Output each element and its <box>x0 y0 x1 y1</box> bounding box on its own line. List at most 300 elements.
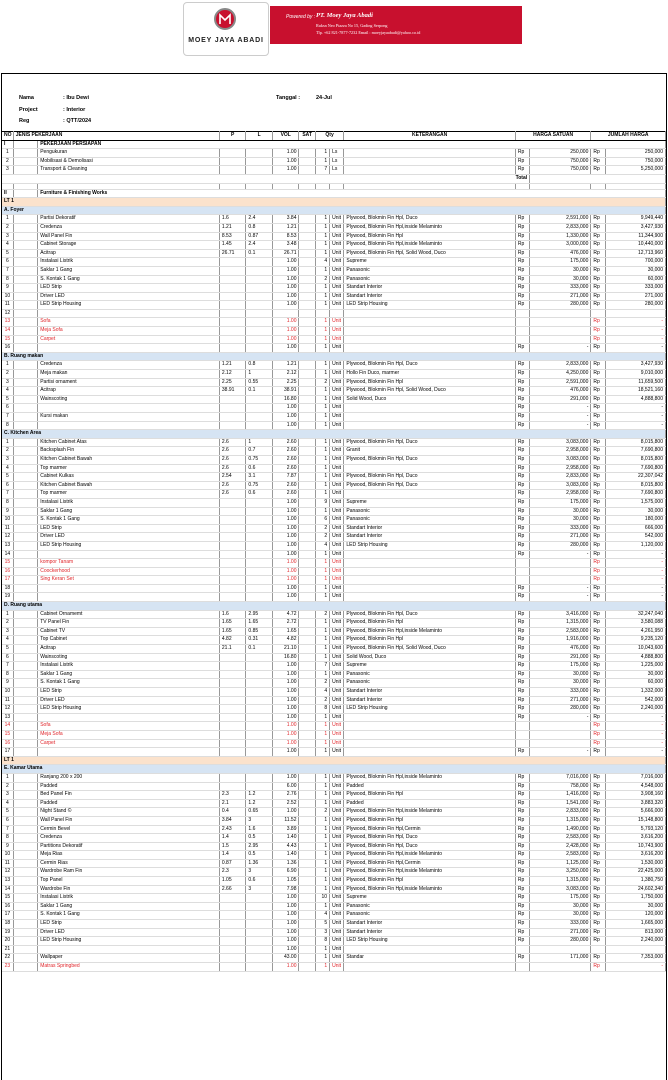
table-cell <box>13 730 37 739</box>
table-cell <box>219 309 246 318</box>
table-cell: Rp <box>515 455 529 464</box>
table-cell: 11 <box>2 301 13 310</box>
table-cell <box>219 584 246 593</box>
table-cell <box>246 748 273 757</box>
table-cell <box>13 507 37 516</box>
table-cell: 1.21 <box>219 361 246 370</box>
table-cell: 0.65 <box>246 808 273 817</box>
table-cell: Transport & Cleaning <box>38 166 220 175</box>
table-cell: Unit <box>330 266 344 275</box>
table-cell <box>246 266 273 275</box>
table-cell: 1 <box>315 481 329 490</box>
table-row <box>2 284 666 293</box>
table-cell: Cabinet Kulkas <box>38 473 220 482</box>
table-cell: 1 <box>315 550 329 559</box>
table-cell: Credenza <box>38 223 220 232</box>
table-cell: 5 <box>2 808 13 817</box>
table-row <box>2 361 666 370</box>
table-cell: Rp <box>515 808 529 817</box>
table-cell: Unit <box>330 567 344 576</box>
table-cell <box>344 593 515 602</box>
table-cell: - <box>605 730 665 739</box>
table-cell <box>13 688 37 697</box>
table-cell: 23 <box>2 963 13 972</box>
table-cell <box>13 619 37 628</box>
table-cell: 1,575,000 <box>605 498 665 507</box>
table-cell: 1 <box>315 464 329 473</box>
table-cell: 1 <box>315 627 329 636</box>
table-cell <box>13 662 37 671</box>
table-cell: Plywood, Blokmin Fin Hpl, Solid Wood, Duco <box>344 387 515 396</box>
table-cell <box>13 292 37 301</box>
table-cell <box>299 166 315 175</box>
table-cell <box>330 309 344 318</box>
table-cell: 7,016,000 <box>530 773 591 782</box>
table-cell: 5,793,120 <box>605 825 665 834</box>
table-cell: Rp <box>515 851 529 860</box>
table-cell <box>299 834 315 843</box>
table-cell: 6 <box>315 516 329 525</box>
table-cell <box>344 309 515 318</box>
table-cell <box>299 782 315 791</box>
table-cell <box>299 438 315 447</box>
table-cell: Rp <box>515 249 529 258</box>
table-cell: 3,616,200 <box>605 834 665 843</box>
table-cell: Rp <box>591 610 605 619</box>
table-cell <box>13 370 37 379</box>
table-cell: Rp <box>591 292 605 301</box>
table-cell: 3,427,930 <box>605 223 665 232</box>
table-cell: TV Panel Fin <box>38 619 220 628</box>
table-cell: 10,743,900 <box>605 842 665 851</box>
table-cell <box>344 157 515 166</box>
table-cell: S. Kontak 1 Gang <box>38 275 220 284</box>
table-cell: Unit <box>330 438 344 447</box>
table-cell: Plywood, Blokmin Fin Hpl, Duco <box>344 361 515 370</box>
table-cell: Instalasi Listrik <box>38 498 220 507</box>
table-cell: Rp <box>591 370 605 379</box>
table-cell: Padded <box>344 799 515 808</box>
table-cell: 700,000 <box>605 258 665 267</box>
table-cell <box>246 945 273 954</box>
table-cell: 4,261,950 <box>605 627 665 636</box>
table-cell: LED Strip Housing <box>344 541 515 550</box>
table-cell: Meja makan <box>38 370 220 379</box>
table-cell: Driver LED <box>38 928 220 937</box>
table-cell: Rp <box>591 653 605 662</box>
table-cell <box>344 559 515 568</box>
table-cell: Plywood, Blokmin Fin Hpl, Duco <box>344 455 515 464</box>
table-cell: 16.80 <box>272 653 299 662</box>
table-cell: Rp <box>515 232 529 241</box>
table-cell <box>13 284 37 293</box>
section-row <box>2 206 666 215</box>
table-cell: Unit <box>330 593 344 602</box>
table-cell: 10,043,600 <box>605 645 665 654</box>
table-cell: 1 <box>315 232 329 241</box>
table-cell <box>13 670 37 679</box>
table-row <box>2 490 666 499</box>
table-cell: 0.4 <box>219 808 246 817</box>
table-cell: Kitchen Cabinet Bawah <box>38 455 220 464</box>
table-cell: Rp <box>515 696 529 705</box>
table-cell: Unit <box>330 361 344 370</box>
table-cell <box>13 911 37 920</box>
table-cell: 18 <box>2 920 13 929</box>
table-row <box>2 516 666 525</box>
table-cell: Unit <box>330 842 344 851</box>
table-cell: Plywood, Blokmin Fin Hpl,Cermin <box>344 859 515 868</box>
table-cell: Unit <box>330 945 344 954</box>
table-cell: 1.40 <box>272 851 299 860</box>
table-cell: Plywood, Blokmin Fin Hpl, Duco <box>344 473 515 482</box>
table-cell <box>344 713 515 722</box>
table-cell: Rp <box>515 473 529 482</box>
company-logo <box>183 2 269 56</box>
table-cell: Unit <box>330 825 344 834</box>
table-cell: 13 <box>2 541 13 550</box>
table-cell <box>246 705 273 714</box>
table-row <box>2 670 666 679</box>
table-cell: 30,000 <box>605 902 665 911</box>
table-cell <box>591 945 605 954</box>
table-row <box>2 473 666 482</box>
table-cell <box>299 627 315 636</box>
table-cell: Unit <box>330 920 344 929</box>
table-cell: 2.52 <box>272 799 299 808</box>
table-cell <box>299 902 315 911</box>
table-cell: 1 <box>2 361 13 370</box>
table-cell: Unit <box>330 859 344 868</box>
table-cell <box>219 301 246 310</box>
table-cell: Solid Wood, Duco <box>344 395 515 404</box>
table-cell: 1.21 <box>219 223 246 232</box>
table-cell <box>219 395 246 404</box>
table-row <box>2 911 666 920</box>
table-cell <box>299 292 315 301</box>
table-cell: 2,833,000 <box>530 223 591 232</box>
table-cell: 3 <box>315 928 329 937</box>
table-cell: Standart Interior <box>344 928 515 937</box>
table-cell: Rp <box>515 593 529 602</box>
table-cell: 7 <box>315 166 329 175</box>
table-cell: 2.12 <box>272 370 299 379</box>
table-cell <box>219 567 246 576</box>
table-cell: Unit <box>330 670 344 679</box>
table-cell: 1 <box>315 713 329 722</box>
table-cell: 19 <box>2 593 13 602</box>
table-cell: Unit <box>330 834 344 843</box>
table-cell <box>13 498 37 507</box>
table-cell <box>246 421 273 430</box>
table-cell: 3,000,000 <box>530 241 591 250</box>
table-cell: 1 <box>315 301 329 310</box>
table-cell: 280,000 <box>530 301 591 310</box>
table-row <box>2 576 666 585</box>
tanggal-label: Tanggal : <box>276 95 301 101</box>
table-row <box>2 963 666 972</box>
table-cell: 1 <box>315 851 329 860</box>
table-cell <box>13 301 37 310</box>
table-cell <box>219 748 246 757</box>
table-cell: 175,000 <box>530 894 591 903</box>
table-cell: 19 <box>2 928 13 937</box>
company-banner <box>270 6 522 44</box>
table-cell <box>13 473 37 482</box>
table-cell: Rp <box>591 166 605 175</box>
table-cell: Unit <box>330 816 344 825</box>
table-cell: 2,428,000 <box>530 842 591 851</box>
table-cell: 1.2 <box>246 791 273 800</box>
table-cell: 175,000 <box>530 662 591 671</box>
table-cell: Rp <box>515 748 529 757</box>
table-cell: Rp <box>591 275 605 284</box>
table-cell: Rp <box>515 275 529 284</box>
table-cell <box>219 688 246 697</box>
table-cell: 3 <box>2 627 13 636</box>
table-cell: Rp <box>591 516 605 525</box>
table-cell <box>299 421 315 430</box>
table-cell <box>344 567 515 576</box>
table-cell <box>246 902 273 911</box>
table-cell <box>605 945 665 954</box>
table-cell <box>219 541 246 550</box>
table-cell: 3.1 <box>246 473 273 482</box>
table-cell <box>299 223 315 232</box>
table-row <box>2 593 666 602</box>
table-cell: Rp <box>591 455 605 464</box>
table-cell: 333,000 <box>530 688 591 697</box>
table-cell: 2,591,000 <box>530 215 591 224</box>
table-cell: Rp <box>515 877 529 886</box>
table-cell: Rp <box>515 157 529 166</box>
table-cell: Unit <box>330 327 344 336</box>
table-cell: Rp <box>591 524 605 533</box>
table-cell: S. Kontak 1 Gang <box>38 911 220 920</box>
table-cell: Rp <box>515 920 529 929</box>
table-cell: LED Strip Housing <box>344 301 515 310</box>
table-cell: Kursi makan <box>38 413 220 422</box>
table-row <box>2 498 666 507</box>
table-cell <box>219 275 246 284</box>
table-cell: Rp <box>591 730 605 739</box>
table-cell <box>13 834 37 843</box>
table-cell: 5,250,000 <box>605 166 665 175</box>
table-cell: 13 <box>2 318 13 327</box>
table-row <box>2 834 666 843</box>
table-cell: 3 <box>246 816 273 825</box>
table-cell: 1 <box>315 318 329 327</box>
table-cell: 542,000 <box>605 696 665 705</box>
table-cell: Driver LED <box>38 292 220 301</box>
table-cell: Unit <box>330 645 344 654</box>
table-cell: 1.00 <box>272 157 299 166</box>
table-cell <box>299 722 315 731</box>
table-cell <box>530 327 591 336</box>
table-cell: 8 <box>2 498 13 507</box>
table-cell: 0.75 <box>246 455 273 464</box>
table-cell: Plywood, Blokmin Fin Hpl,inside Melaminto <box>344 223 515 232</box>
table-cell: 1 <box>315 370 329 379</box>
table-row <box>2 859 666 868</box>
table-cell: 2 <box>315 524 329 533</box>
table-cell: 11,344,900 <box>605 232 665 241</box>
logo-text: MOEY JAYA ABADI <box>188 37 264 44</box>
table-cell: 1.00 <box>272 318 299 327</box>
table-cell: 542,000 <box>605 533 665 542</box>
table-cell: 2.25 <box>219 378 246 387</box>
table-row <box>2 395 666 404</box>
table-cell: 2.60 <box>272 438 299 447</box>
table-cell: 9 <box>2 284 13 293</box>
table-cell: Plywood, Blokmin Fin Hpl, Duco <box>344 610 515 619</box>
table-cell: Matras Springbed <box>38 963 220 972</box>
table-cell: 1.36 <box>246 859 273 868</box>
table-cell: Unit <box>330 447 344 456</box>
table-cell: 2.66 <box>219 885 246 894</box>
col-jenis-pekerjaan: JENIS PEKERJAAN <box>13 132 219 141</box>
table-cell: 1,332,000 <box>605 688 665 697</box>
table-cell: S. Kontak 1 Gang <box>38 679 220 688</box>
table-cell: 1.00 <box>272 584 299 593</box>
table-cell <box>246 284 273 293</box>
table-cell <box>246 498 273 507</box>
table-cell: Rp <box>591 327 605 336</box>
table-cell: Rp <box>591 688 605 697</box>
table-cell <box>246 318 273 327</box>
table-cell: Rp <box>591 258 605 267</box>
table-cell <box>246 584 273 593</box>
col-no: NO <box>2 132 13 141</box>
table-cell: 3,908,160 <box>605 791 665 800</box>
table-cell: 1.4 <box>219 851 246 860</box>
table-cell: 4.72 <box>272 610 299 619</box>
table-cell <box>246 963 273 972</box>
table-cell <box>219 550 246 559</box>
table-cell: 8 <box>2 275 13 284</box>
table-cell <box>299 370 315 379</box>
table-cell: Unit <box>330 335 344 344</box>
table-cell: - <box>530 404 591 413</box>
table-cell: 30,000 <box>530 266 591 275</box>
table-cell <box>13 166 37 175</box>
table-cell <box>344 730 515 739</box>
table-row <box>2 507 666 516</box>
table-cell: 8 <box>2 834 13 843</box>
table-cell: 476,000 <box>530 387 591 396</box>
table-cell: Unit <box>330 963 344 972</box>
table-cell: Unit <box>330 413 344 422</box>
table-cell: 9,010,000 <box>605 370 665 379</box>
table-cell: 3,250,000 <box>530 868 591 877</box>
table-cell: Unit <box>330 808 344 817</box>
table-cell: Rp <box>515 438 529 447</box>
table-cell: Wallpaper <box>38 954 220 963</box>
table-cell: 1.00 <box>272 541 299 550</box>
table-cell <box>299 705 315 714</box>
table-cell: kompor Tanam <box>38 559 220 568</box>
table-cell <box>530 739 591 748</box>
table-cell: 2.4 <box>246 215 273 224</box>
table-cell <box>246 928 273 937</box>
table-cell: 14 <box>2 550 13 559</box>
table-row <box>2 567 666 576</box>
table-cell: 4 <box>315 541 329 550</box>
table-cell <box>246 670 273 679</box>
table-cell <box>38 713 220 722</box>
project-label: Project <box>19 107 38 113</box>
table-row <box>2 464 666 473</box>
table-cell: Rp <box>591 773 605 782</box>
table-cell: 1 <box>315 576 329 585</box>
table-cell: Plywood, Blokmin Fin Hpl <box>344 791 515 800</box>
table-cell <box>219 413 246 422</box>
table-cell: Rp <box>515 395 529 404</box>
table-cell <box>299 868 315 877</box>
table-cell <box>246 541 273 550</box>
table-cell: LED Strip <box>38 524 220 533</box>
table-cell: Rp <box>591 473 605 482</box>
table-cell: Cabinet TV <box>38 627 220 636</box>
table-cell <box>219 928 246 937</box>
table-cell: 1.00 <box>272 327 299 336</box>
table-cell: 1 <box>315 507 329 516</box>
table-cell: 7.98 <box>272 885 299 894</box>
table-cell: 2 <box>2 782 13 791</box>
table-cell: Rp <box>591 619 605 628</box>
table-cell: Panasonic <box>344 679 515 688</box>
table-cell <box>13 645 37 654</box>
table-cell <box>13 859 37 868</box>
table-cell <box>13 584 37 593</box>
table-cell: Unit <box>330 258 344 267</box>
table-cell: Unit <box>330 507 344 516</box>
table-cell: 1.00 <box>272 713 299 722</box>
table-cell <box>530 722 591 731</box>
table-cell: Granit <box>344 447 515 456</box>
table-cell: 1 <box>315 559 329 568</box>
table-row <box>2 481 666 490</box>
table-cell: Rp <box>515 937 529 946</box>
table-cell <box>219 662 246 671</box>
table-cell: Sing Keran Set <box>38 576 220 585</box>
table-cell: 4 <box>2 464 13 473</box>
table-cell: Rp <box>515 627 529 636</box>
table-cell: 0.6 <box>246 490 273 499</box>
table-cell: 1.00 <box>272 292 299 301</box>
table-cell: 30,000 <box>605 266 665 275</box>
table-cell: 0.85 <box>246 627 273 636</box>
table-cell <box>219 292 246 301</box>
table-cell <box>299 215 315 224</box>
table-cell: Rp <box>591 782 605 791</box>
table-cell <box>13 327 37 336</box>
table-cell: 10 <box>315 894 329 903</box>
table-cell: 12 <box>2 309 13 318</box>
table-cell <box>299 387 315 396</box>
table-cell: - <box>605 584 665 593</box>
table-cell <box>246 166 273 175</box>
table-cell <box>299 464 315 473</box>
table-cell <box>299 816 315 825</box>
table-cell: 1.00 <box>272 705 299 714</box>
table-cell: Rp <box>515 266 529 275</box>
table-cell <box>515 963 529 972</box>
client-info <box>2 74 666 130</box>
table-cell <box>13 344 37 353</box>
table-cell: Rp <box>515 524 529 533</box>
table-cell: 1.36 <box>272 859 299 868</box>
